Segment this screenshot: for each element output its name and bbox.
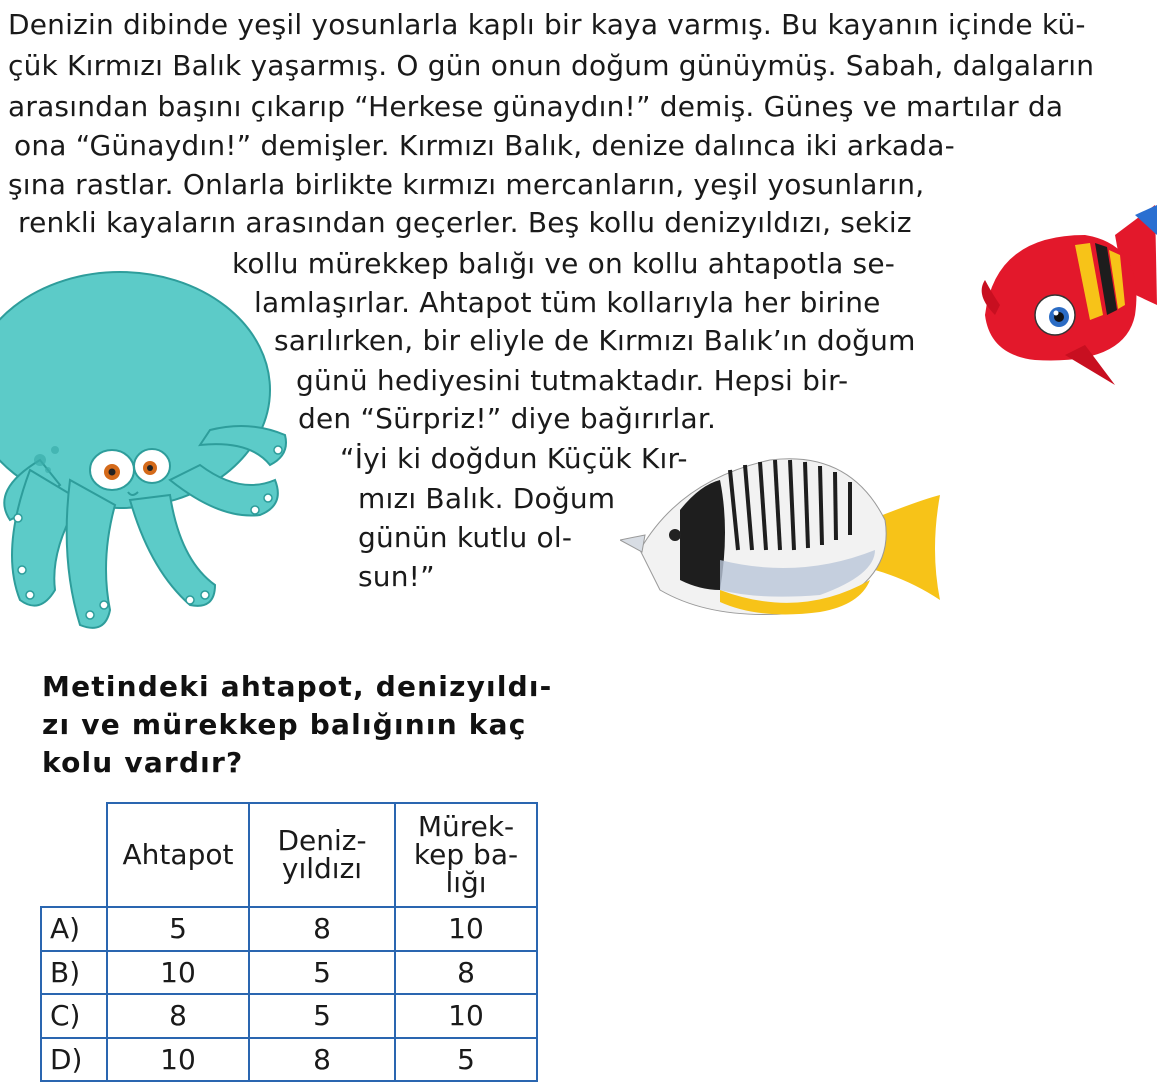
story-line-4: ona “Günaydın!” demişler. Kırmızı Balık, denize dalınca iki arkada- [14, 129, 955, 162]
story-line-15: sun!” [358, 560, 435, 593]
story-line-3: arasından başını çıkarıp “Herkese günaydın!” demiş. Güneş ve martılar da [8, 90, 1064, 123]
story-line-12: “İyi ki doğdun Küçük Kır- [340, 442, 688, 475]
story-line-8: lamlaşırlar. Ahtapot tüm kollarıyla her birine [254, 286, 881, 319]
cell-d-murekkep: 5 [395, 1038, 537, 1082]
answer-row-c[interactable] [41, 994, 537, 1038]
cell-d-denizyildizi: 8 [249, 1038, 395, 1082]
story-line-10: günü hediyesini tutmaktadır. Hepsi bir- [296, 364, 849, 397]
cell-b-murekkep: 8 [395, 951, 537, 995]
cell-a-denizyildizi: 8 [249, 907, 395, 951]
cell-c-ahtapot: 8 [107, 994, 249, 1038]
header-murekkep-line-1: Mürek- [417, 810, 515, 843]
header-ahtapot [107, 803, 249, 907]
cell-a-murekkep: 10 [395, 907, 537, 951]
header-murekkep-line-2: kep ba- [413, 838, 519, 871]
cell-a-ahtapot: 5 [107, 907, 249, 951]
option-label-b[interactable]: B) [41, 951, 107, 995]
answer-table-header-row [41, 803, 537, 907]
octopus-illustration [0, 270, 300, 640]
header-murekkep-baligi [395, 803, 537, 907]
story-line-9: sarılırken, bir eliyle de Kırmızı Balık’ın doğum [274, 324, 916, 357]
story-line-5: şına rastlar. Onlarla birlikte kırmızı mercanların, yeşil yosunların, [8, 168, 925, 201]
question-line-1: Metindeki ahtapot, denizyıldı- [42, 670, 553, 703]
answer-row-b[interactable] [41, 951, 537, 995]
option-label-a[interactable]: A) [41, 907, 107, 951]
cell-b-ahtapot: 10 [107, 951, 249, 995]
header-ahtapot-line-1: Ahtapot [122, 838, 234, 871]
butterfly-fish-illustration [620, 440, 940, 620]
option-label-d[interactable]: D) [41, 1038, 107, 1082]
question-line-3: kolu vardır? [42, 746, 244, 779]
cell-c-denizyildizi: 5 [249, 994, 395, 1038]
header-denizyildizi-line-1: Deniz- [277, 824, 367, 857]
story-line-1: Denizin dibinde yeşil yosunlarla kaplı bir kaya varmış. Bu kayanın içinde kü- [8, 8, 1086, 41]
story-line-14: günün kutlu ol- [358, 521, 573, 554]
story-line-2: çük Kırmızı Balık yaşarmış. O gün onun doğum günüymüş. Sabah, dalgaların [8, 49, 1095, 82]
cell-b-denizyildizi: 5 [249, 951, 395, 995]
red-fish-illustration [975, 195, 1159, 390]
question-text [42, 668, 562, 782]
header-blank-cell [41, 803, 107, 907]
header-denizyildizi-line-2: yıldızı [281, 852, 363, 885]
story-line-11: den “Sürpriz!” diye bağırırlar. [298, 402, 717, 435]
story-line-6: renkli kayaların arasından geçerler. Beş kollu denizyıldızı, sekiz [18, 206, 912, 239]
header-murekkep-line-3: lığı [445, 866, 487, 899]
option-label-c[interactable]: C) [41, 994, 107, 1038]
question-line-2: zı ve mürekkep balığının kaç [42, 708, 527, 741]
story-line-13: mızı Balık. Doğum [358, 482, 616, 515]
answer-row-a[interactable] [41, 907, 537, 951]
answer-table [40, 802, 538, 1082]
answer-row-d[interactable] [41, 1038, 537, 1082]
cell-d-ahtapot: 10 [107, 1038, 249, 1082]
story-line-7: kollu mürekkep balığı ve on kollu ahtapotla se- [232, 247, 896, 280]
cell-c-murekkep: 10 [395, 994, 537, 1038]
header-denizyildizi [249, 803, 395, 907]
